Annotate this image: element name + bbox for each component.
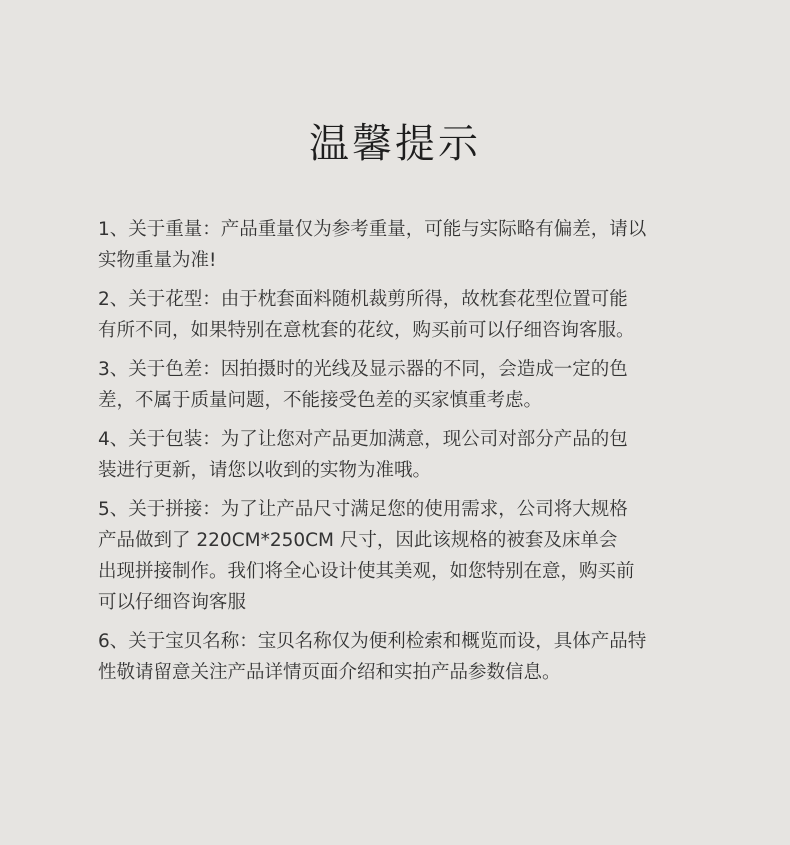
notice-item-weight: 1、关于重量：产品重量仅为参考重量，可能与实际略有偏差，请以 实物重量为准!: [98, 219, 647, 271]
notice-item-packaging: 4、关于包装：为了让您对产品更加满意，现公司对部分产品的包 装进行更新，请您以收到的实物为准哦。: [98, 429, 628, 481]
page-title: 温馨提示: [309, 121, 481, 167]
notice-item-pattern: 2、关于花型：由于枕套面料随机裁剪所得，故枕套花型位置可能 有所不同，如果特别在意枕套的花纹，购买前可以仔细咨询客服。: [98, 289, 635, 341]
notice-item-color-difference: 3、关于色差：因拍摄时的光线及显示器的不同，会造成一定的色 差，不属于质量问题，不能接受色差的买家慎重考虑。: [98, 359, 628, 411]
notice-item-product-name: 6、关于宝贝名称：宝贝名称仅为便利检索和概览而设，具体产品特 性敬请留意关注产品详情页面介绍和实拍产品参数信息。: [98, 631, 647, 683]
notice-list: [98, 214, 698, 696]
notice-item-splicing: 5、关于拼接：为了让产品尺寸满足您的使用需求，公司将大规格 产品做到了 220CM*250CM 尺寸，因此该规格的被套及床单会 出现拼接制作。我们将全心设计使其美观，如您特别在意，购买前 可以仔细咨询客服: [98, 499, 635, 613]
